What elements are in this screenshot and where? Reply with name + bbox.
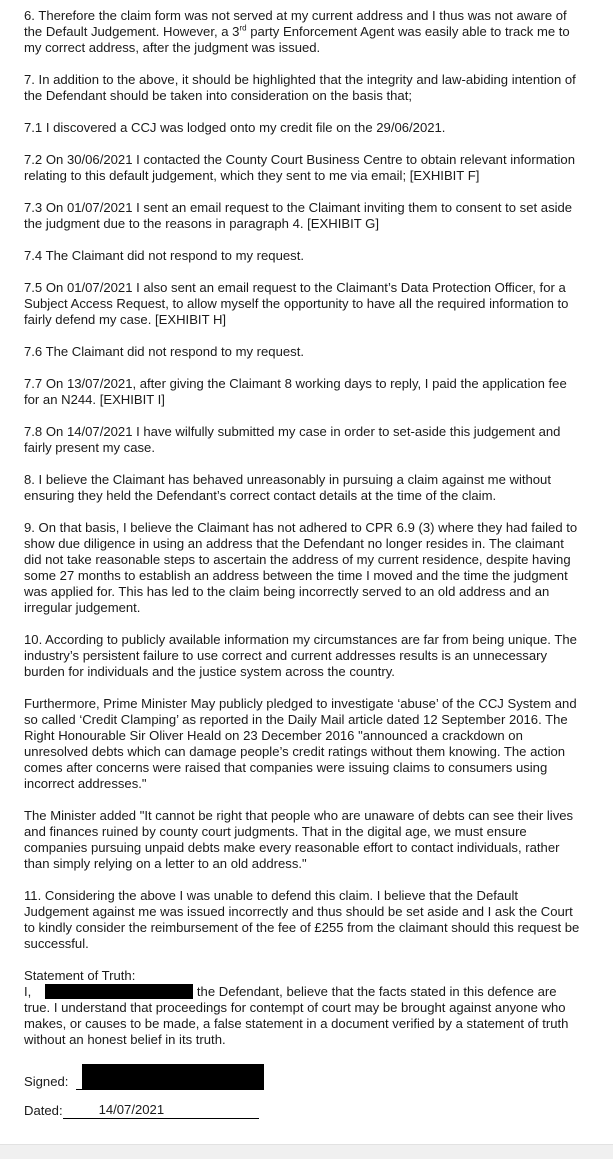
paragraph-7-4: 7.4 The Claimant did not respond to my request.	[24, 248, 304, 263]
paragraph-7: 7. In addition to the above, it should be highlighted that the integrity and law-abiding intention of the Defendant should be taken into consideration on the basis that;	[24, 72, 576, 103]
redacted-signature	[82, 1064, 264, 1090]
date-underline	[63, 1102, 259, 1119]
paragraph-8: 8. I believe the Claimant has behaved unreasonably in pursuing a claim against me without ensuring they held the Defendant’s correct contact details at the time of the claim.	[24, 472, 551, 503]
paragraph-6	[24, 8, 584, 56]
statement-text: the Defendant, believe that the facts stated in this defence are true. I understand that proceedings for contempt of court may be brought against anyone who makes, or causes to be made, a false statement in a document verified by a statement of truth without an honest belief in its truth.	[24, 984, 569, 1047]
paragraph-7-6: 7.6 The Claimant did not respond to my request.	[24, 344, 304, 359]
paragraph-9: 9. On that basis, I believe the Claimant has not adhered to CPR 6.9 (3) where they had failed to show due diligence in using an address that the Defendant no longer resides in. The claimant did not take reasonable steps to ascertain the address of my current residence, despite having some 27 months to establish an address between the time I moved and the time the judgment was applied for. This has led to the claim being incorrectly served to an old address and an irregular judgement.	[24, 520, 578, 615]
date-value: 14/07/2021	[98, 1102, 165, 1117]
paragraph-6-text-cont: party Enforcement Agent was easily able to track me to my correct address, after the judgment was issued.	[24, 24, 570, 55]
signed-row	[24, 1064, 584, 1088]
paragraph-10: 10. According to publicly available information my circumstances are far from being unique. The industry’s persistent failure to use correct and current addresses results is an unnecessary burden for individuals and the justice system across the country.	[24, 632, 577, 679]
signed-label: Signed:	[24, 1074, 69, 1089]
paragraph-7-7: 7.7 On 13/07/2021, after giving the Claimant 8 working days to reply, I paid the application fee for an N244. [EXHIBIT I]	[24, 376, 567, 407]
document-page	[24, 8, 584, 1119]
paragraph-7-1: 7.1 I discovered a CCJ was lodged onto my credit file on the 29/06/2021.	[24, 120, 446, 135]
paragraph-7-5: 7.5 On 01/07/2021 I also sent an email request to the Claimant’s Data Protection Officer, for a Subject Access Request, to allow myself the opportunity to have all the required information to fairly defend my case. [EXHIBIT H]	[24, 280, 569, 327]
statement-heading: Statement of Truth:	[24, 968, 136, 983]
paragraph-furthermore: Furthermore, Prime Minister May publicly pledged to investigate ‘abuse’ of the CCJ System and so called ‘Credit Clamping’ as reported in the Daily Mail article dated 12 September 2016. The Right Honourable Sir Oliver Heald on 23 December 2016 "announced a crackdown on unresolved debts which can damage people’s credit ratings without them knowing. The action comes after concerns were raised that companies were issuing claims to consumers using incorrect addresses."	[24, 696, 577, 791]
statement-prefix: I,	[24, 984, 32, 999]
paragraph-7-3: 7.3 On 01/07/2021 I sent an email request to the Claimant inviting them to consent to set aside the judgment due to the reasons in paragraph 4. [EXHIBIT G]	[24, 200, 573, 231]
viewer-bottom-bar	[0, 1144, 613, 1159]
statement-body	[24, 984, 584, 1048]
paragraph-6-text: 6. Therefore the claim form was not served at my current address and I thus was not aware of the Default Judgement. However, a 3	[24, 8, 567, 39]
redacted-name	[45, 984, 193, 999]
paragraph-7-8: 7.8 On 14/07/2021 I have wilfully submitted my case in order to set-aside this judgement and fairly present my case.	[24, 424, 561, 455]
statement-of-truth	[24, 968, 584, 1048]
paragraph-7-2: 7.2 On 30/06/2021 I contacted the County Court Business Centre to obtain relevant information relating to this default judgement, which they sent to me via email; [EXHIBIT F]	[24, 152, 575, 183]
dated-label: Dated:	[24, 1103, 63, 1118]
superscript-rd: rd	[239, 23, 247, 33]
paragraph-11: 11. Considering the above I was unable to defend this claim. I believe that the Default Judgement against me was issued incorrectly and thus should be set aside and I ask the Court to kindly consider the reimbursement of the fee of £255 from the claimant should this request be successful.	[24, 888, 580, 951]
paragraph-minister: The Minister added "It cannot be right that people who are unaware of debts can see their lives and finances ruined by county court judgments. That in the digital age, we must ensure companies pursuing unpaid debts make every reasonable effort to contact individuals, rather than simply relying on a letter to an old address."	[24, 808, 574, 871]
dated-row	[24, 1102, 584, 1119]
